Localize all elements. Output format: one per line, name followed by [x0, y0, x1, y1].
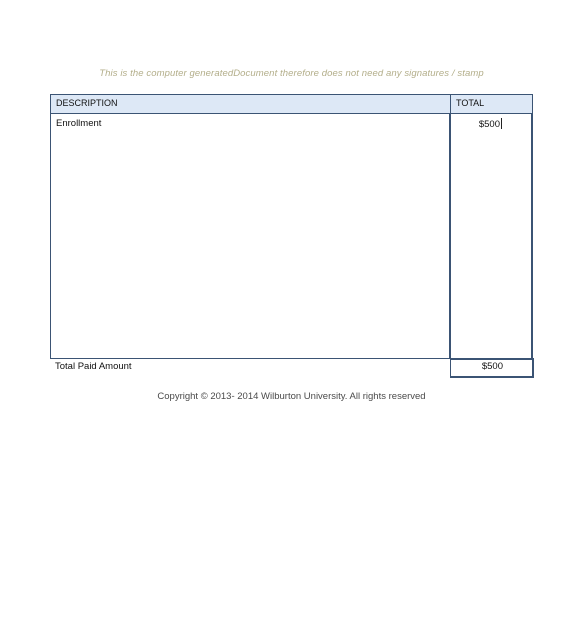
- line-item-total[interactable]: [479, 118, 502, 130]
- line-item-total-value: $500: [478, 119, 500, 130]
- total-paid-value: $500: [481, 361, 503, 372]
- description-column-body: [50, 113, 451, 359]
- computer-generated-notice: This is the computer generatedDocument therefore does not need any signatures / stamp: [99, 68, 484, 79]
- total-paid-box: [450, 358, 534, 378]
- total-paid-label: Total Paid Amount: [55, 361, 132, 372]
- table-header-row: [50, 94, 533, 114]
- description-column-header: DESCRIPTION: [56, 98, 118, 108]
- copyright-footer: Copyright © 2013- 2014 Wilburton University. All rights reserved: [157, 391, 426, 402]
- text-cursor: [501, 118, 502, 129]
- header-column-divider: [450, 95, 451, 113]
- total-column-header: TOTAL: [456, 98, 485, 108]
- invoice-table: [50, 94, 533, 377]
- line-item-description: Enrollment: [56, 118, 102, 129]
- total-column-body[interactable]: [450, 113, 533, 360]
